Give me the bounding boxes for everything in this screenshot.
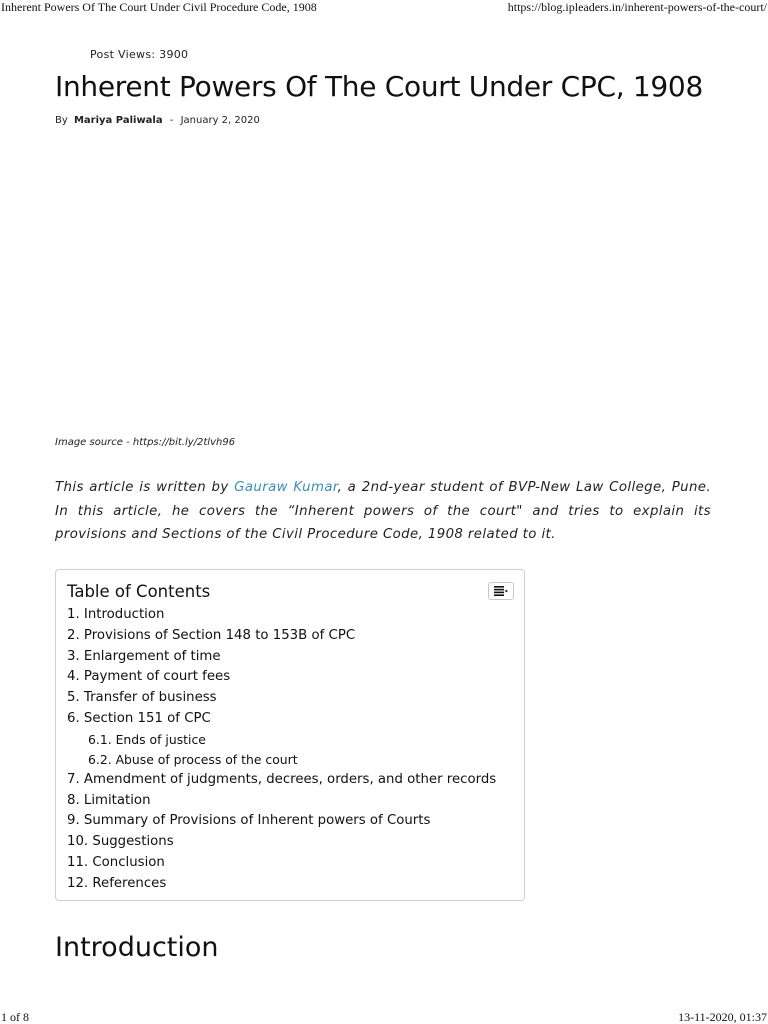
intro-prefix: This article is written by — [55, 480, 235, 495]
toc-item[interactable]: 2. Provisions of Section 148 to 153B of CPC — [67, 627, 356, 643]
toc-item[interactable]: 6.2. Abuse of process of the court — [88, 751, 298, 767]
table-of-contents — [55, 569, 525, 901]
intro-suffix: , a 2nd-year student of BVP-New Law College, Pune. In this article, he covers the “Inherent powers of the court" and tries to explain its provisions and Sections of the Civil Procedure Code, 1908 related to it. — [55, 480, 711, 542]
byline-by-label: By — [55, 115, 68, 126]
image-source-caption: Image source - https://bit.ly/2tlvh96 — [55, 437, 236, 448]
toc-toggle-button[interactable] — [488, 582, 514, 600]
print-header-url: https://blog.ipleaders.in/inherent-powers-of-the-court/ — [507, 0, 767, 14]
toc-item[interactable]: 3. Enlargement of time — [67, 648, 221, 664]
toc-list — [67, 605, 496, 895]
toc-item[interactable]: 6.1. Ends of justice — [88, 731, 206, 747]
byline-separator: - — [169, 115, 174, 126]
toc-item[interactable]: 4. Payment of court fees — [67, 669, 231, 685]
toc-item[interactable]: 9. Summary of Provisions of Inherent powers of Courts — [67, 813, 431, 829]
publish-date: January 2, 2020 — [180, 115, 260, 126]
toc-item[interactable]: 7. Amendment of judgments, decrees, orders, and other records — [67, 771, 497, 787]
intro-paragraph — [55, 476, 711, 547]
print-footer-datetime: 13-11-2020, 01:37 — [678, 1010, 767, 1024]
toc-item[interactable]: 5. Transfer of business — [67, 690, 217, 706]
article-title: Inherent Powers Of The Court Under CPC, 1908 — [55, 70, 703, 103]
list-toggle-icon — [494, 586, 508, 596]
toc-item[interactable]: 12. References — [67, 875, 167, 891]
toc-item[interactable]: 8. Limitation — [67, 792, 151, 808]
toc-item[interactable]: 10. Suggestions — [67, 834, 174, 850]
intro-author-link[interactable]: Gauraw Kumar — [234, 480, 338, 495]
author-link[interactable]: Mariya Paliwala — [73, 115, 163, 126]
post-views: Post Views: 3900 — [90, 48, 189, 61]
print-footer-page-count: 1 of 8 — [1, 1010, 29, 1024]
toc-item[interactable]: 1. Introduction — [67, 607, 165, 622]
toc-item[interactable]: 6. Section 151 of CPC — [67, 710, 211, 726]
introduction-heading: Introduction — [55, 932, 219, 963]
byline — [55, 115, 260, 126]
print-header-page-title: Inherent Powers Of The Court Under Civil Procedure Code, 1908 — [1, 0, 317, 14]
toc-title: Table of Contents — [67, 582, 211, 601]
toc-item[interactable]: 11. Conclusion — [67, 854, 165, 870]
